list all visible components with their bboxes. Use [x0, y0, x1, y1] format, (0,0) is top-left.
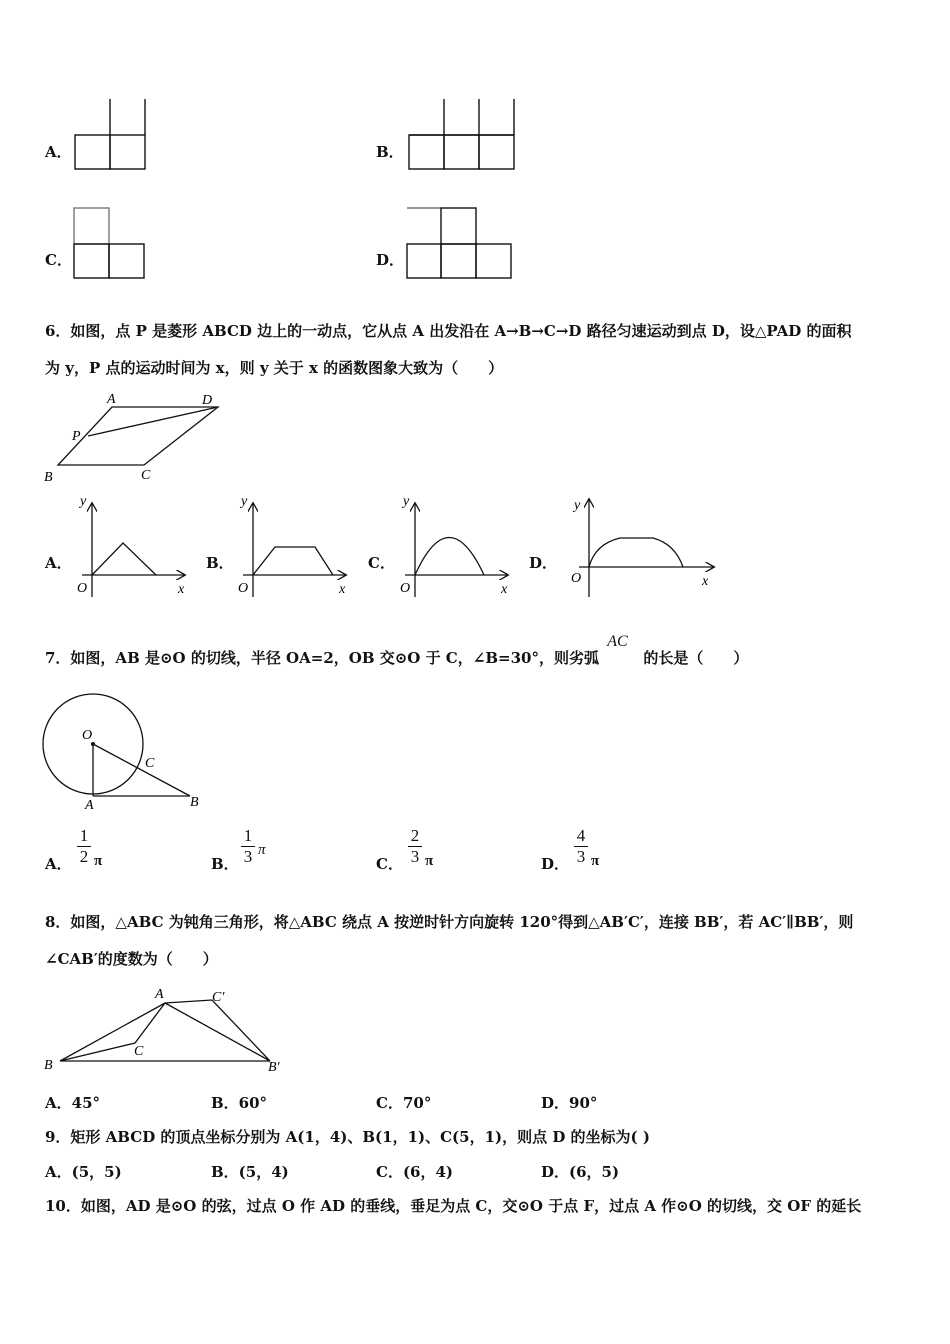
q8-option-a: A．45°	[45, 1094, 101, 1112]
q6-text-line1: 6．如图，点 P 是菱形 ABCD 边上的一动点，它从点 A 出发沿在 A→B→C→D 路径匀速运动到点 D，设△PAD 的面积	[45, 322, 852, 340]
q7-option-a-pi: π	[94, 853, 103, 869]
q7-option-c-letter: C．	[376, 855, 403, 873]
q8-text-line1: 8．如图，△ABC 为钝角三角形，将△ABC 绕点 A 按逆时针方向旋转 120°得到△AB′C′，连接 BB′，若 AC′∥BB′，则	[45, 913, 854, 931]
q7-arc-label: AC	[607, 633, 628, 650]
q6-c-x: x	[501, 582, 508, 597]
q7-option-b-fraction: 1 3	[240, 827, 256, 866]
q8-label-b: B	[44, 1058, 53, 1073]
q7-label-o: O	[82, 728, 93, 743]
q7-option-a-fraction: 1 2	[76, 827, 92, 866]
q6-label-c: C	[141, 468, 151, 483]
q7-option-d-letter: D．	[541, 855, 570, 873]
q6-b-o: O	[238, 581, 249, 596]
q7-option-d-fraction: 4 3	[573, 827, 589, 866]
q7-label-b: B	[190, 795, 199, 810]
q5-option-c-label: C．	[45, 251, 72, 269]
q6-label-b: B	[44, 470, 53, 485]
q6-option-b-label: B．	[206, 554, 234, 572]
q6-b-x: x	[339, 582, 346, 597]
q8-label-c: C	[134, 1044, 144, 1059]
q6-a-y: y	[80, 494, 87, 509]
q6-option-a-graph	[68, 492, 193, 602]
q6-rhombus-figure	[40, 388, 230, 488]
q8-label-a: A	[155, 987, 164, 1002]
q5-option-a-figure	[74, 99, 148, 171]
q5-option-d-label: D．	[376, 251, 405, 269]
q7-option-a-letter: A．	[45, 855, 72, 873]
q7-option-b-letter: B．	[211, 855, 239, 873]
q7-label-a: A	[85, 798, 94, 813]
q7-option-b-pi: π	[258, 842, 266, 858]
q7-circle-figure	[40, 688, 210, 813]
q5-option-b-figure	[407, 99, 517, 171]
q6-c-o: O	[400, 581, 411, 596]
q5-option-a-label: A．	[45, 143, 72, 161]
q6-label-a: A	[107, 392, 116, 407]
q6-option-c-graph	[391, 492, 516, 602]
q8-triangle-figure	[40, 983, 290, 1075]
q5-option-d-figure	[405, 207, 515, 280]
q7-text	[45, 633, 749, 668]
q6-option-a-label: A．	[45, 554, 72, 572]
q7-option-c-fraction: 2 3	[407, 827, 423, 866]
q7-label-c: C	[145, 756, 155, 771]
q9-text: 9．矩形 ABCD 的顶点坐标分别为 A(1，4)、B(1，1)、C(5，1)，则点 D 的坐标为( )	[45, 1128, 650, 1146]
q6-a-o: O	[77, 581, 88, 596]
q6-b-y: y	[241, 494, 248, 509]
q8-option-b: B．60°	[211, 1094, 268, 1112]
q7-text-after: 的长是（ ）	[643, 649, 749, 667]
q6-text-line2: 为 y，P 点的运动时间为 x，则 y 关于 x 的函数图象大致为（ ）	[45, 359, 504, 377]
q6-option-b-graph	[229, 492, 354, 602]
q7-option-d-pi: π	[591, 853, 600, 869]
q6-label-p: P	[72, 429, 81, 444]
q6-option-c-label: C．	[368, 554, 395, 572]
q9-option-d: D．(6，5)	[541, 1163, 620, 1181]
q6-option-d-graph	[565, 492, 720, 602]
q9-option-a: A．(5，5)	[45, 1163, 122, 1181]
q5-option-c-figure	[73, 207, 147, 280]
q6-d-y: y	[574, 498, 581, 513]
q5-option-b-label: B．	[376, 143, 404, 161]
q6-d-o: O	[571, 571, 582, 586]
q10-text: 10．如图，AD 是⊙O 的弦，过点 O 作 AD 的垂线，垂足为点 C，交⊙O 于点 F，过点 A 作⊙O 的切线，交 OF 的延长	[45, 1197, 862, 1215]
q6-option-d-label: D．	[529, 554, 558, 572]
q8-label-b2: B′	[268, 1060, 280, 1075]
q8-option-c: C．70°	[376, 1094, 432, 1112]
q7-option-c-pi: π	[425, 853, 434, 869]
q8-option-d: D．90°	[541, 1094, 598, 1112]
q6-c-y: y	[403, 494, 410, 509]
q6-d-x: x	[702, 574, 709, 589]
q9-option-c: C．(6，4)	[376, 1163, 454, 1181]
q9-option-b: B．(5，4)	[211, 1163, 289, 1181]
q7-text-before: 7．如图，AB 是⊙O 的切线，半径 OA=2，OB 交⊙O 于 C，∠B=30°，则劣弧	[45, 649, 599, 667]
q6-a-x: x	[178, 582, 185, 597]
q8-label-c2: C′	[212, 990, 225, 1005]
q6-label-d: D	[202, 393, 213, 408]
q8-text-line2: ∠CAB′的度数为（ ）	[45, 950, 218, 968]
